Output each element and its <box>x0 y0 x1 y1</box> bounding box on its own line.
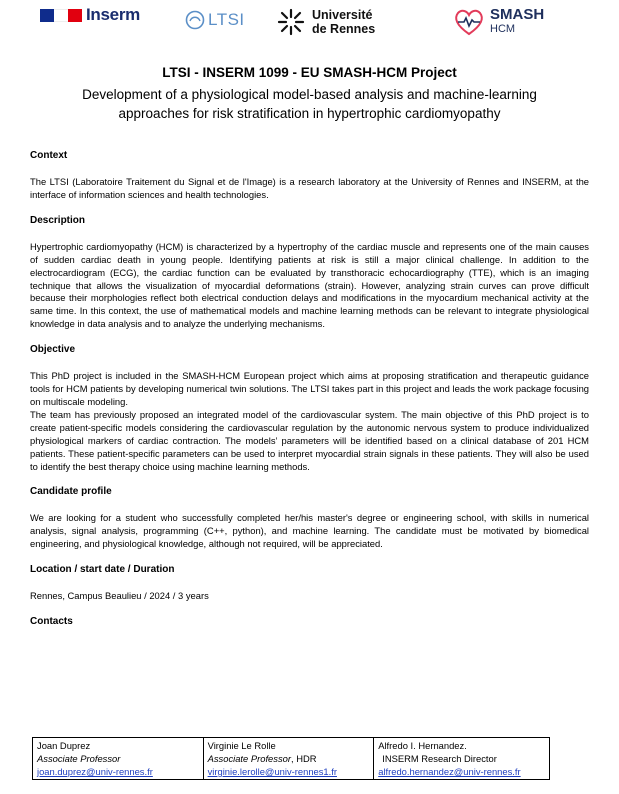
contact-role-line <box>208 752 370 765</box>
description-section <box>30 214 589 331</box>
inserm-logo-text: Inserm <box>86 5 140 24</box>
contact-name: Virginie Le Rolle <box>207 740 276 751</box>
candidate-profile-section <box>30 485 589 551</box>
contact-email-link[interactable]: alfredo.hernandez@univ-rennes.fr <box>378 766 521 777</box>
contact-role: INSERM Research Director <box>382 753 497 764</box>
heart-pulse-icon <box>452 7 486 37</box>
document-body <box>30 64 589 628</box>
ltsi-logo <box>185 10 245 30</box>
candidate-profile-paragraph: We are looking for a student who successfully completed her/his master's degree or engineering school, with skills in numerical analysis, signal analysis, programming (C++, python), and machine learning. The candidate must be motivated by biomedical engineering, and physiological knowledge, although not required, will be appreciated. <box>30 512 589 550</box>
ltsi-emblem-icon <box>185 10 205 30</box>
ltsi-logo-text: LTSI <box>208 10 245 29</box>
contact-role: Associate Professor <box>37 753 121 764</box>
rennes-logo-text <box>312 8 375 36</box>
contact-role: Associate Professor <box>207 753 291 764</box>
document-subtitle <box>30 85 589 123</box>
contact-name: Joan Duprez <box>37 740 91 751</box>
french-flag-icon <box>40 9 82 22</box>
smash-logo-subtitle: HCM <box>490 23 516 35</box>
rennes-emblem-icon <box>276 7 306 37</box>
objective-paragraph-1: This PhD project is included in the SMASH-HCM European project which aims at proposing stratification and therapeutic guidance tools for HCM patients by developing numerical twin solutions. The LTSI takes part in this project and leads the work package focusing on multiscale modeling. <box>30 370 589 407</box>
document-subtitle-line1: Development of a physiological model-based analysis and machine-learning <box>82 87 537 102</box>
smash-hcm-logo <box>452 7 544 37</box>
context-section <box>30 149 589 202</box>
objective-paragraph-2: The team has previously proposed an integrated model of the cardiovascular system. The main objective of this PhD project is to create patient-specific models considering the cardiovascular regulation by the autonomic nervous system to produce individualized physiological markers of cardiac contraction. The models’ parameters will be identified based on a clinical database of 201 HCM patients. These patient-specific parameters can be used to interpret myocardial strain signals in these patients. They will also be used to identify the best therapy choice using machine learning methods. <box>30 408 589 472</box>
contacts-heading: Contacts <box>30 616 73 628</box>
context-paragraph: The LTSI (Laboratoire Traitement du Signal et de l'Image) is a research laboratory at the University of Rennes and INSERM, at the interface of information sciences and health technologies. <box>30 176 589 200</box>
univ-rennes-logo <box>276 7 375 37</box>
contact-name: Alfredo I. Hernandez. <box>378 740 467 751</box>
location-heading: Location / start date / Duration <box>30 564 175 576</box>
contact-email-link[interactable]: virginie.lerolle@univ-rennes1.fr <box>207 766 337 777</box>
location-paragraph: Rennes, Campus Beaulieu / 2024 / 3 years <box>30 590 209 602</box>
smash-logo-text <box>490 8 544 36</box>
smash-logo-title: SMASH <box>490 6 545 23</box>
contacts-table <box>32 737 550 780</box>
rennes-logo-line1: Université <box>312 8 373 22</box>
description-heading: Description <box>30 214 86 226</box>
document-subtitle-line2: approaches for risk stratification in hypertrophic cardiomyopathy <box>118 106 501 121</box>
contact-email-link[interactable]: joan.duprez@univ-rennes.fr <box>37 766 153 777</box>
rennes-logo-line2: de Rennes <box>312 22 376 36</box>
objective-section <box>30 343 589 473</box>
contact-cell-lerolle <box>203 738 374 780</box>
objective-heading: Objective <box>30 344 76 356</box>
contact-cell-duprez <box>33 738 204 780</box>
contact-cell-hernandez <box>374 738 550 780</box>
inserm-logo <box>40 5 140 25</box>
logo-bar <box>0 0 619 52</box>
candidate-profile-heading: Candidate profile <box>30 486 112 498</box>
context-heading: Context <box>30 150 68 161</box>
document-title: LTSI - INSERM 1099 - EU SMASH-HCM Project <box>162 65 457 80</box>
contacts-table-row <box>33 738 550 780</box>
location-section <box>30 563 589 603</box>
contacts-section <box>30 615 589 628</box>
contact-role-extra: , HDR <box>290 753 317 764</box>
description-paragraph: Hypertrophic cardiomyopathy (HCM) is characterized by a hypertrophy of the cardiac muscle and represents one of the main causes of sudden cardiac death in young people. Identifying patients at risk is still a major clinical challenge. In addition to the electrocardiogram (ECG), the cardiac function can be evaluated by transthoracic echocardiography (TTE), which is an imaging technique that allows the visualization of myocardial deformations (strain). However, analyzing strain curves can prove difficult because their morphologies reflect both electrical conduction delays and modifications in the myocardium mechanical activity at the same time. In this context, the use of mathematical models and machine learning methods can be relevant to integrate physiological knowledge in data analysis and to analyze the underlying mechanisms. <box>30 240 589 330</box>
